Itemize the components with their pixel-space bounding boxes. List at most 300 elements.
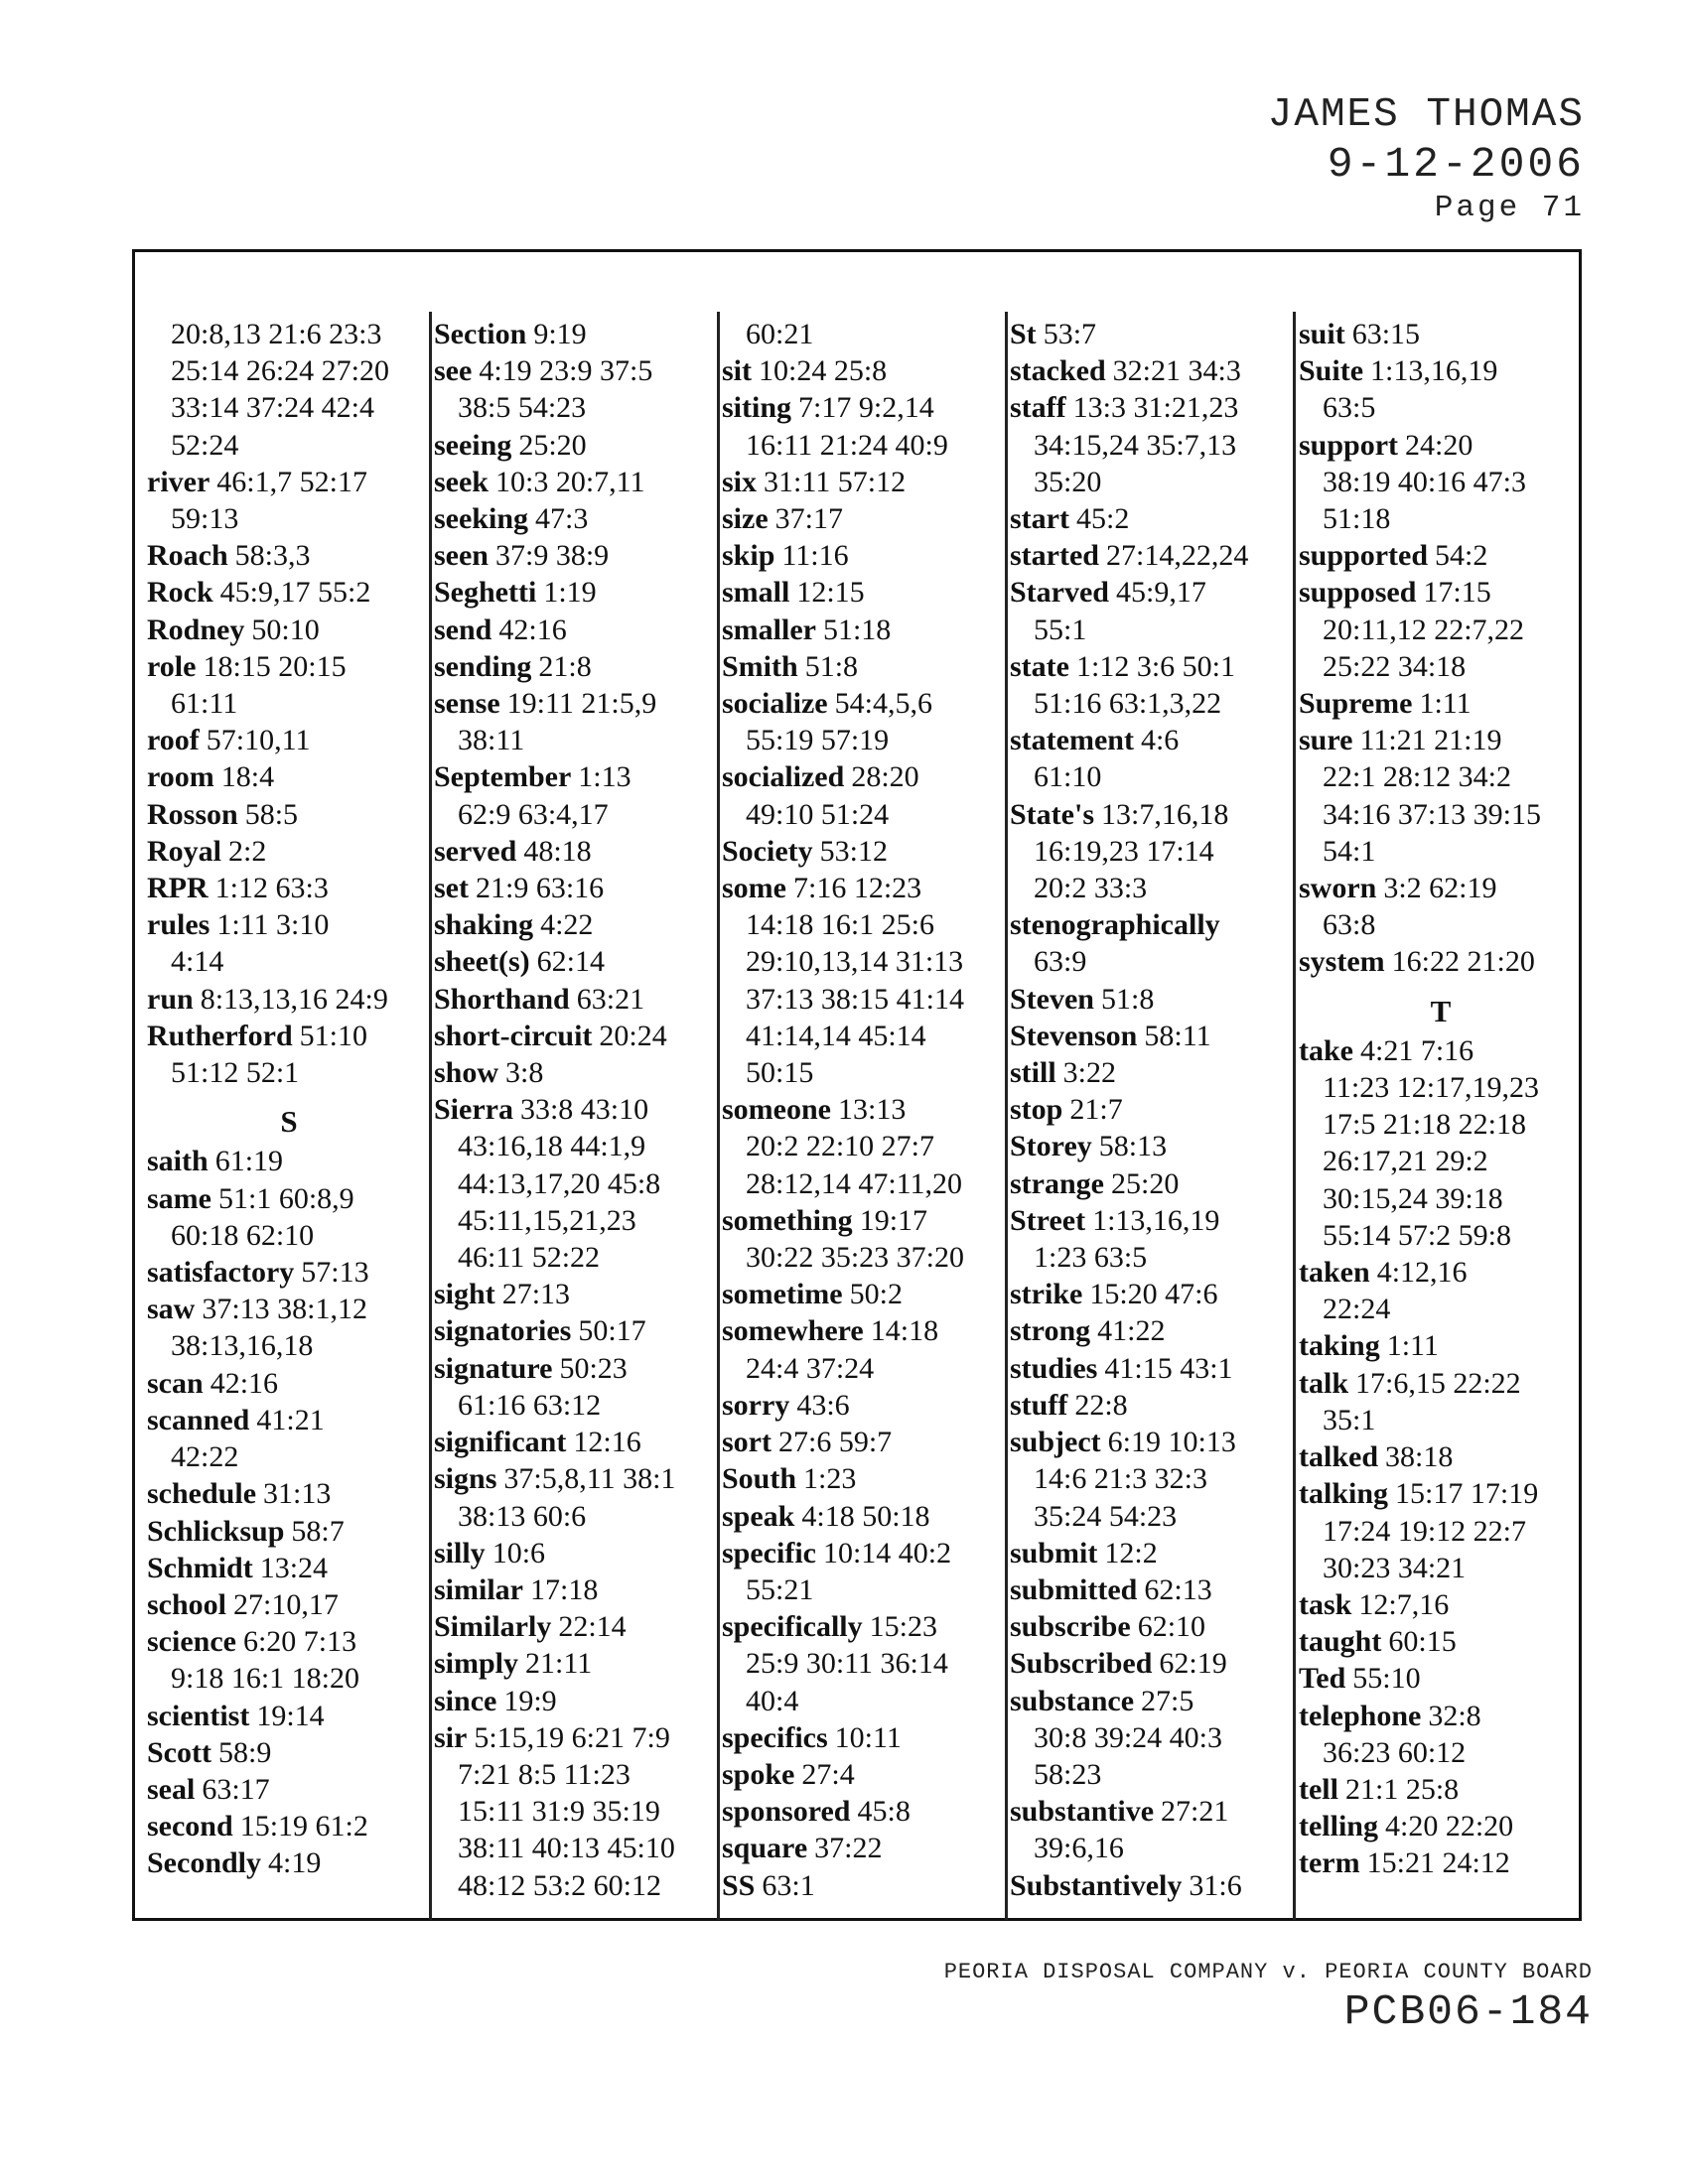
index-entry	[722, 722, 1006, 758]
page-line-refs: 21:1 25:8	[1344, 1772, 1460, 1806]
index-entry	[147, 612, 431, 648]
index-entry	[722, 1276, 1006, 1312]
index-entry	[1010, 1387, 1294, 1424]
index-entry	[1010, 352, 1294, 389]
page-line-refs: 15:19 61:2	[239, 1810, 368, 1843]
index-term: strike	[1010, 1278, 1083, 1311]
index-term: talk	[1299, 1366, 1349, 1400]
page-line-refs: 19:14	[256, 1699, 325, 1732]
index-term: state	[1010, 649, 1069, 683]
page-line-refs: 50:23	[559, 1351, 628, 1385]
index-entry	[147, 389, 431, 426]
page-line-refs: 33:14 37:24 42:4	[171, 391, 375, 425]
page-line-refs: 33:8 43:10	[519, 1093, 649, 1127]
index-entry	[434, 796, 718, 833]
page-line-refs: 25:14 26:24 27:20	[171, 354, 390, 388]
page-line-refs: 63:8	[1323, 908, 1376, 942]
page-line-refs: 13:3 31:21,23	[1072, 391, 1239, 425]
index-entry	[147, 574, 431, 611]
index-entry	[1299, 464, 1583, 500]
page-line-refs: 46:11 52:22	[458, 1241, 601, 1275]
index-term: Street	[1010, 1203, 1086, 1237]
index-entry	[147, 1327, 431, 1364]
index-entry	[722, 943, 1006, 980]
index-term: signatories	[434, 1314, 572, 1348]
index-entry	[434, 427, 718, 464]
index-entry	[1010, 500, 1294, 537]
page-line-refs: 25:9 30:11 36:14	[746, 1647, 948, 1681]
page-line-refs: 9:19	[533, 318, 587, 350]
page-line-refs: 10:3 20:7,11	[495, 465, 645, 498]
index-term: river	[147, 465, 210, 498]
page-line-refs: 16:11 21:24 40:9	[746, 428, 948, 462]
index-term: SS	[722, 1868, 756, 1902]
index-entry	[1299, 796, 1583, 833]
index-entry	[147, 427, 431, 464]
index-entry	[147, 1734, 431, 1771]
page-line-refs: 18:15 20:15	[203, 649, 347, 683]
index-term: talked	[1299, 1440, 1379, 1474]
page-line-refs: 58:7	[291, 1514, 345, 1548]
index-entry	[1299, 1808, 1583, 1844]
index-entry	[1010, 1719, 1294, 1756]
page-line-refs: 61:10	[1034, 760, 1102, 794]
column-divider	[429, 312, 432, 1920]
page-line-refs: 43:16,18 44:1,9	[458, 1130, 646, 1163]
page-line-refs: 58:13	[1098, 1130, 1168, 1163]
index-entry	[147, 352, 431, 389]
page-line-refs: 45:9,17 55:2	[219, 576, 371, 610]
page-line-refs: 30:15,24 39:18	[1323, 1181, 1503, 1215]
index-term: someone	[722, 1093, 831, 1127]
page-line-refs: 10:24 25:8	[759, 354, 888, 388]
page-line-refs: 57:10,11	[206, 724, 311, 757]
index-entry	[722, 870, 1006, 906]
index-term: Smith	[722, 649, 798, 683]
page-line-refs: 13:7,16,18	[1101, 797, 1229, 831]
page-line-refs: 34:16 37:13 39:15	[1323, 797, 1542, 831]
index-term: seeking	[434, 502, 529, 536]
page-line-refs: 27:5	[1141, 1684, 1194, 1717]
page-line-refs: 27:4	[801, 1757, 855, 1791]
index-entry	[1299, 1143, 1583, 1179]
index-term: submitted	[1010, 1572, 1138, 1606]
index-term: Rutherford	[147, 1019, 293, 1052]
page-line-refs: 63:1	[762, 1868, 815, 1902]
page-line-refs: 1:13,16,19	[1092, 1203, 1220, 1237]
page-line-refs: 35:1	[1323, 1403, 1376, 1436]
index-entry	[147, 1698, 431, 1734]
page-line-refs: 22:24	[1323, 1293, 1391, 1326]
index-entry	[434, 1239, 718, 1276]
index-entry	[147, 1254, 431, 1291]
index-column-3	[722, 316, 1006, 1904]
index-term: stop	[1010, 1093, 1063, 1127]
page-footer	[944, 1956, 1593, 2035]
page-line-refs: 63:21	[576, 982, 645, 1016]
index-entry	[1299, 1180, 1583, 1217]
page-line-refs: 51:18	[1323, 502, 1391, 536]
index-entry	[1299, 500, 1583, 537]
index-entry	[1010, 870, 1294, 906]
index-entry	[1299, 1771, 1583, 1808]
page-line-refs: 17:6,15 22:22	[1355, 1366, 1521, 1400]
index-entry	[722, 1054, 1006, 1091]
index-term: Rock	[147, 576, 213, 610]
index-term: Rodney	[147, 613, 245, 646]
index-entry	[1010, 537, 1294, 574]
index-term: sending	[434, 649, 532, 683]
index-entry	[1299, 1698, 1583, 1734]
page-line-refs: 34:15,24 35:7,13	[1034, 428, 1237, 462]
index-entry	[1010, 1793, 1294, 1830]
page-line-refs: 6:19 10:13	[1107, 1426, 1236, 1459]
index-term: start	[1010, 502, 1069, 536]
page-line-refs: 15:20 47:6	[1089, 1278, 1218, 1311]
index-entry	[722, 1645, 1006, 1682]
column-divider	[1005, 312, 1008, 1920]
index-term: short-circuit	[434, 1019, 593, 1052]
index-entry	[722, 1091, 1006, 1128]
index-entry	[1010, 1312, 1294, 1349]
index-term: Steven	[1010, 982, 1094, 1016]
index-entry	[434, 1571, 718, 1608]
index-term: role	[147, 649, 197, 683]
index-entry	[1010, 316, 1294, 352]
page-line-refs: 41:22	[1097, 1314, 1166, 1348]
index-term: stuff	[1010, 1388, 1068, 1422]
index-term: Supreme	[1299, 687, 1413, 721]
index-term: substance	[1010, 1684, 1135, 1717]
page-line-refs: 57:13	[301, 1256, 369, 1290]
page-line-refs: 59:13	[171, 502, 239, 536]
index-term: Suite	[1299, 354, 1364, 388]
page-line-refs: 1:12 3:6 50:1	[1075, 649, 1235, 683]
index-entry	[147, 943, 431, 980]
page-line-refs: 35:20	[1034, 465, 1102, 498]
page-line-refs: 41:14,14 45:14	[746, 1019, 926, 1052]
index-entry	[1010, 833, 1294, 870]
page-line-refs: 51:10	[299, 1019, 367, 1052]
index-entry	[434, 833, 718, 870]
page-line-refs: 45:9,17	[1116, 576, 1206, 610]
index-entry	[1010, 1867, 1294, 1904]
index-term: telling	[1299, 1810, 1378, 1843]
page-line-refs: 58:23	[1034, 1757, 1102, 1791]
page-line-refs: 20:24	[599, 1019, 667, 1052]
page-line-refs: 14:6 21:3 32:3	[1034, 1462, 1208, 1496]
page-line-refs: 54:1	[1323, 834, 1376, 868]
index-entry	[1010, 1018, 1294, 1054]
index-term: still	[1010, 1056, 1056, 1090]
index-entry	[722, 833, 1006, 870]
index-entry	[1010, 389, 1294, 426]
page-line-refs: 17:15	[1423, 576, 1491, 610]
index-entry	[1299, 352, 1583, 389]
page-line-refs: 16:22 21:20	[1391, 945, 1535, 979]
page-line-refs: 61:19	[214, 1145, 284, 1178]
page-line-refs: 40:4	[746, 1684, 799, 1717]
page-line-refs: 58:9	[217, 1735, 272, 1769]
page-line-refs: 4:18 50:18	[801, 1499, 930, 1533]
page-line-refs: 4:19 23:9 37:5	[479, 354, 653, 388]
index-entry	[147, 758, 431, 795]
index-term: socialized	[722, 760, 845, 794]
page-line-refs: 60:18 62:10	[171, 1218, 315, 1252]
page-line-refs: 38:13 60:6	[458, 1499, 587, 1533]
index-term: silly	[434, 1536, 486, 1570]
page-line-refs: 42:22	[171, 1440, 239, 1474]
index-term: specifically	[722, 1610, 863, 1644]
index-term: sheet(s)	[434, 945, 530, 979]
page-line-refs: 48:18	[523, 834, 592, 868]
index-entry	[147, 648, 431, 685]
page-line-refs: 4:12,16	[1376, 1256, 1468, 1290]
page-line-refs: 31:11 57:12	[764, 465, 907, 498]
index-term: scanned	[147, 1403, 250, 1436]
index-term: sponsored	[722, 1795, 851, 1829]
index-term: saith	[147, 1145, 209, 1178]
index-term: Subscribed	[1010, 1647, 1153, 1681]
index-entry	[434, 1424, 718, 1460]
index-entry	[434, 537, 718, 574]
page-line-refs: 4:22	[540, 908, 594, 942]
index-entry	[1010, 1091, 1294, 1128]
index-entry	[434, 316, 718, 352]
index-entry	[1299, 758, 1583, 795]
index-term: see	[434, 354, 473, 388]
deposition-date: 9-12-2006	[1327, 140, 1585, 189]
index-entry	[147, 316, 431, 352]
index-entry	[1010, 1645, 1294, 1682]
page-line-refs: 10:11	[834, 1720, 902, 1754]
index-term: stacked	[1010, 354, 1106, 388]
index-entry	[147, 722, 431, 758]
index-term: Schmidt	[147, 1551, 253, 1584]
index-entry	[434, 1793, 718, 1830]
page-line-refs: 24:4 37:24	[746, 1351, 875, 1385]
index-entry	[1299, 1327, 1583, 1364]
page-line-refs: 15:11 31:9 35:19	[458, 1795, 660, 1829]
index-entry	[434, 612, 718, 648]
index-term: seen	[434, 539, 489, 573]
page-line-refs: 5:15,19 6:21 7:9	[474, 1720, 670, 1754]
page-line-refs: 42:16	[210, 1366, 279, 1400]
index-term: take	[1299, 1033, 1353, 1067]
index-entry	[434, 1608, 718, 1645]
page-line-refs: 4:20 22:20	[1385, 1810, 1514, 1843]
index-entry	[147, 1054, 431, 1091]
page-line-refs: 31:6	[1189, 1868, 1242, 1902]
page-line-refs: 32:8	[1428, 1699, 1481, 1732]
page-line-refs: 28:20	[851, 760, 919, 794]
page-line-refs: 62:14	[536, 945, 605, 979]
index-entry	[722, 1165, 1006, 1202]
index-entry	[1299, 389, 1583, 426]
index-entry	[434, 1830, 718, 1866]
page-line-refs: 1:11 3:10	[216, 908, 330, 942]
index-entry	[434, 1387, 718, 1424]
page-line-refs: 37:22	[814, 1832, 883, 1865]
index-entry	[1010, 612, 1294, 648]
page-line-refs: 60:15	[1388, 1625, 1457, 1659]
page-line-refs: 27:14,22,24	[1105, 539, 1249, 573]
page-line-refs: 60:21	[746, 318, 814, 350]
index-term: show	[434, 1056, 499, 1090]
index-entry	[722, 1756, 1006, 1793]
page-line-refs: 22:14	[558, 1610, 627, 1644]
page-line-refs: 45:8	[857, 1795, 911, 1829]
case-caption: PEORIA DISPOSAL COMPANY v. PEORIA COUNTY BOARD	[943, 1960, 1593, 1984]
index-term: substantive	[1010, 1795, 1155, 1829]
index-entry	[1299, 648, 1583, 685]
page-line-refs: 7:21 8:5 11:23	[458, 1757, 631, 1791]
page-line-refs: 1:12 63:3	[214, 872, 329, 905]
page-line-refs: 38:18	[1385, 1440, 1454, 1474]
index-entry	[722, 1202, 1006, 1239]
page-line-refs: 11:21 21:19	[1359, 724, 1502, 757]
page-line-refs: 1:11	[1386, 1329, 1439, 1363]
index-term: seeing	[434, 428, 512, 462]
index-term: sworn	[1299, 872, 1377, 905]
index-entry	[1299, 833, 1583, 870]
page-line-refs: 4:14	[171, 945, 224, 979]
index-entry	[434, 648, 718, 685]
index-term: seal	[147, 1772, 196, 1806]
index-entry	[1299, 1402, 1583, 1438]
column-divider	[1293, 312, 1296, 1920]
page-line-refs: 50:17	[578, 1314, 646, 1348]
page-line-refs: 30:23 34:21	[1323, 1551, 1467, 1584]
page-line-refs: 39:6,16	[1034, 1832, 1124, 1865]
index-term: served	[434, 834, 517, 868]
page-line-refs: 14:18	[870, 1314, 939, 1348]
index-entry	[722, 1239, 1006, 1276]
page-line-refs: 50:10	[251, 613, 320, 646]
index-entry	[722, 1424, 1006, 1460]
page-line-refs: 25:22 34:18	[1323, 649, 1467, 683]
page-line-refs: 52:24	[171, 428, 239, 462]
index-entry	[722, 1830, 1006, 1866]
index-entry	[434, 943, 718, 980]
index-entry	[722, 500, 1006, 537]
index-term: supported	[1299, 539, 1429, 573]
index-entry	[1010, 427, 1294, 464]
page-line-refs: 38:13,16,18	[171, 1329, 314, 1363]
index-entry	[434, 1350, 718, 1387]
index-term: started	[1010, 539, 1099, 573]
index-entry	[1299, 1586, 1583, 1623]
index-entry	[1299, 1069, 1583, 1106]
page-line-refs: 51:8	[804, 649, 859, 683]
index-term: small	[722, 576, 790, 610]
page-line-refs: 18:4	[220, 760, 275, 794]
index-entry	[1299, 1475, 1583, 1512]
index-entry	[722, 758, 1006, 795]
index-term: rules	[147, 908, 210, 942]
index-entry	[1010, 722, 1294, 758]
page-line-refs: 47:3	[535, 502, 589, 536]
page-line-refs: 26:17,21 29:2	[1323, 1145, 1488, 1178]
index-entry	[434, 1312, 718, 1349]
index-entry	[434, 722, 718, 758]
index-entry	[147, 981, 431, 1018]
index-entry	[1010, 1460, 1294, 1497]
index-entry	[722, 1793, 1006, 1830]
index-entry	[1299, 1032, 1583, 1069]
index-entry	[147, 833, 431, 870]
index-entry	[1299, 1550, 1583, 1586]
page-line-refs: 45:11,15,21,23	[458, 1203, 636, 1237]
witness-name: JAMES THOMAS	[1267, 92, 1585, 138]
index-term: tell	[1299, 1772, 1338, 1806]
index-term: taking	[1299, 1329, 1380, 1363]
page-line-refs: 58:3,3	[234, 539, 311, 573]
index-term: skip	[722, 539, 775, 573]
page-line-refs: 16:19,23 17:14	[1034, 834, 1214, 868]
index-entry	[1299, 1844, 1583, 1881]
index-term: science	[147, 1625, 236, 1659]
index-term: Rosson	[147, 797, 238, 831]
index-term: statement	[1010, 724, 1134, 757]
index-entry	[722, 648, 1006, 685]
index-term: sir	[434, 1720, 468, 1754]
index-term: task	[1299, 1587, 1352, 1621]
index-term: scan	[147, 1366, 204, 1400]
page-line-refs: 51:18	[822, 613, 892, 646]
page-line-refs: 10:6	[491, 1536, 546, 1570]
index-term: Society	[722, 834, 813, 868]
page-line-refs: 46:1,7 52:17	[216, 465, 367, 498]
index-term: Storey	[1010, 1130, 1092, 1163]
index-entry	[147, 1513, 431, 1550]
page-line-refs: 27:10,17	[233, 1587, 339, 1621]
page-line-refs: 4:6	[1140, 724, 1180, 757]
index-term: similar	[434, 1572, 523, 1606]
index-entry	[147, 1844, 431, 1881]
page-line-refs: 17:5 21:18 22:18	[1323, 1108, 1527, 1142]
index-term: RPR	[147, 872, 209, 905]
index-term: Substantively	[1010, 1868, 1183, 1902]
index-entry	[722, 352, 1006, 389]
page-line-refs: 20:2 33:3	[1034, 872, 1148, 905]
index-entry	[1299, 1291, 1583, 1327]
index-entry	[434, 1719, 718, 1756]
page-line-refs: 62:9 63:4,17	[458, 797, 609, 831]
page-line-refs: 10:14 40:2	[822, 1536, 952, 1570]
page-line-refs: 25:20	[518, 428, 587, 462]
page-line-refs: 58:5	[244, 797, 299, 831]
page-line-refs: 36:23 60:12	[1323, 1735, 1467, 1769]
index-entry	[147, 906, 431, 943]
index-entry	[722, 1460, 1006, 1497]
index-term: Royal	[147, 834, 221, 868]
page-line-refs: 63:9	[1034, 945, 1087, 979]
index-term: Secondly	[147, 1846, 262, 1880]
index-term: significant	[434, 1426, 567, 1459]
index-entry	[722, 1018, 1006, 1054]
page-line-refs: 1:23	[803, 1462, 857, 1496]
index-entry	[1299, 1438, 1583, 1475]
index-entry	[1010, 758, 1294, 795]
index-column-2	[434, 316, 718, 1904]
page-line-refs: 55:19 57:19	[746, 724, 890, 757]
page-line-refs: 1:23 63:5	[1034, 1241, 1148, 1275]
page-line-refs: 62:10	[1137, 1610, 1206, 1644]
index-entry	[722, 537, 1006, 574]
index-term: signs	[434, 1462, 497, 1496]
index-term: somewhere	[722, 1314, 864, 1348]
